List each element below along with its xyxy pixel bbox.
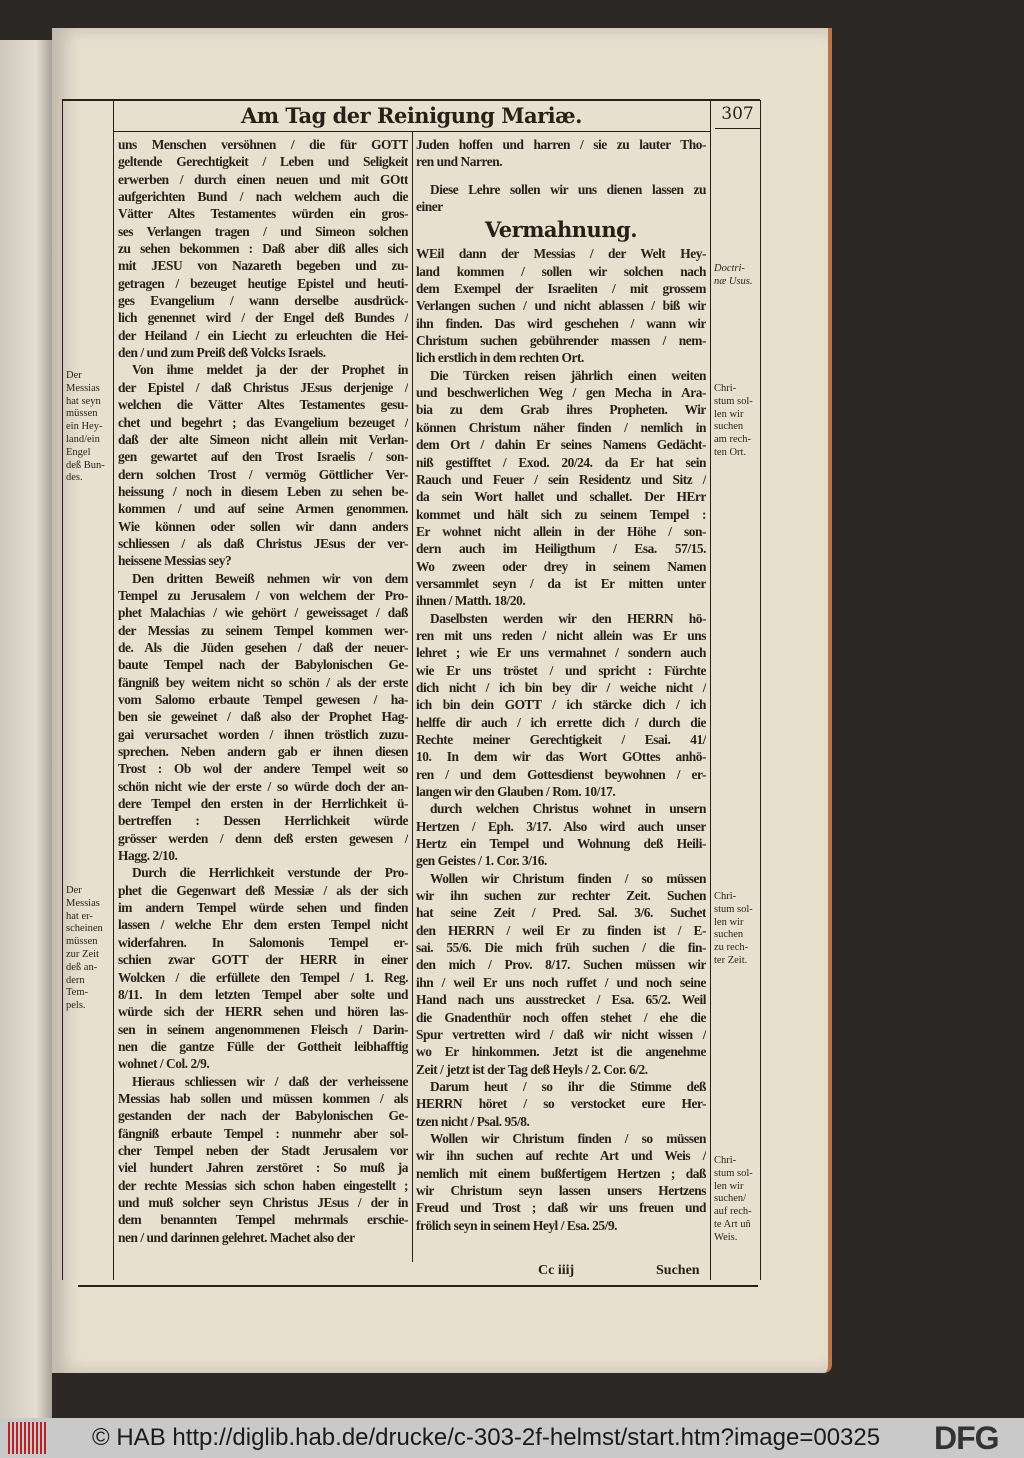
margin-note-line: len wir xyxy=(714,916,744,928)
margin-note-right xyxy=(714,383,753,460)
text-line: niß gestifftet / Exod. 20/24. da Er hat sein xyxy=(416,454,706,470)
text-line: HERRN höret / so verstocket eure Her- xyxy=(416,1096,706,1112)
text-line: 8/11. In dem letzten Tempel aber solte und xyxy=(118,986,408,1002)
margin-note-left xyxy=(66,885,103,1013)
margin-note-line: auf rech- xyxy=(714,1206,752,1218)
text-line: schien zwar GOTT der HERR in einer xyxy=(118,952,408,968)
text-line: gestanden der nach der Babylonischen Ge- xyxy=(118,1108,408,1124)
margin-note-line: Messias xyxy=(66,897,100,909)
text-line: und muß solcher seyn Christus JEsus / der in xyxy=(118,1194,408,1210)
text-line: lehret ; wie Er uns vermahnet / sondern auch xyxy=(416,645,706,661)
text-line: kommen / und auf seine Armen genommen. xyxy=(118,501,408,517)
text-line: ren und Narren. xyxy=(416,154,503,170)
margin-note-line: pels. xyxy=(66,1000,86,1012)
page-number: 307 xyxy=(721,104,754,124)
text-line: einer xyxy=(416,199,443,215)
text-line: Spur vertretten wird / daß wir nicht wissen / xyxy=(416,1026,706,1042)
margin-note-line: Chri- xyxy=(714,891,737,902)
catchword: Suchen xyxy=(656,1263,700,1278)
text-line: fängniß erbaute Tempel : nunmehr aber sol- xyxy=(118,1125,408,1141)
text-line: land kommen / sollen wir solchen nach xyxy=(416,263,706,279)
text-line: Darum heut / so ihr die Stimme deß xyxy=(430,1078,706,1094)
margin-note-line: scheinen xyxy=(66,923,103,935)
text-line: der rechte Messias sich schon haben eingestellt ; xyxy=(118,1177,408,1193)
text-line: Den dritten Beweiß nehmen wir von dem xyxy=(132,570,408,586)
text-line: Juden hoffen und harren / sie zu lauter Tho- xyxy=(416,137,706,152)
text-line: der Epistel / daß Christus JEsus derjenige / xyxy=(118,379,408,395)
text-line: ges Evangelium / wann derselbe ausdrück- xyxy=(118,293,408,309)
text-line: versammlet seyn / da ist Er mitten unter xyxy=(416,575,706,591)
text-line: aufgerichten Bund / nach welchem auch die xyxy=(118,189,408,205)
text-line: ihnen / Matth. 18/20. xyxy=(416,593,526,609)
text-line: WEil dann der Messias / der Welt Hey- xyxy=(416,246,706,262)
text-line: dich nicht / ich bin bey dir / weiche nicht / xyxy=(416,679,706,695)
text-line: Christum suchen gebührender massen / nem- xyxy=(416,333,706,349)
text-line: die Gnadenthür noch offen stehet / ehe die xyxy=(416,1009,706,1025)
text-line: viel hundert Jahren zerstöret : So muß ja xyxy=(118,1160,408,1176)
text-line: daß der alte Simeon nicht allein mit Verlan- xyxy=(118,431,408,447)
margin-note-line: ten Ort. xyxy=(714,446,747,458)
text-line: heissene Messias sey? xyxy=(118,553,232,569)
margin-note-line: dern xyxy=(66,974,85,986)
frame-col-left xyxy=(113,100,114,1280)
frame-right xyxy=(760,100,761,1280)
text-line: getragen / bezeuget heutige Epistel und heuti- xyxy=(118,275,408,291)
text-line: wie Er uns tröstet / und spricht : Fürchte xyxy=(416,662,706,678)
margin-note-line: næ Usus. xyxy=(714,275,753,287)
credit-link[interactable]: © HAB http://diglib.hab.de/drucke/c-303-2f-helmst/start.htm?image=00325 xyxy=(92,1424,881,1451)
margin-note-line: deß Bun- xyxy=(66,459,105,471)
text-line: Hertzen / Eph. 3/17. Also wird auch unser xyxy=(416,818,706,834)
text-line: wir ihn suchen auf rechte Art und Weis / xyxy=(416,1148,706,1164)
text-line: widerfahren. In Salomonis Tempel er- xyxy=(118,934,408,950)
margin-note-right xyxy=(714,263,753,289)
text-line: Wolcken / die erfüllete den Tempel / 1. Reg. xyxy=(118,969,408,985)
text-line: Vätter Altes Testamentes würden ein gros- xyxy=(118,206,408,222)
margin-note-line: Engel xyxy=(66,446,91,458)
text-line: wo Er hinkommen. Jetzt ist die angenehme xyxy=(416,1044,706,1060)
margin-note-right xyxy=(714,891,753,968)
section-heading: Vermahnung. xyxy=(484,217,638,243)
text-line: Hagg. 2/10. xyxy=(118,848,178,864)
text-line: lich genennet wird / der Engel deß Bundes / xyxy=(118,310,408,326)
margin-note-line: te Art uñ xyxy=(714,1218,751,1230)
margin-note-line: des. xyxy=(66,472,83,484)
text-line: phet Malachias / wie gehört / geweissaget / daß xyxy=(118,605,408,621)
text-line: den / und zum Preiß deß Volcks Israels. xyxy=(118,345,326,361)
text-line: Durch die Herrlichkeit verstunde der Pro- xyxy=(132,865,408,881)
text-line: fängniß bey weitem nicht so schön / als der erste xyxy=(118,674,408,690)
margin-note-line: Doctri- xyxy=(714,263,745,274)
margin-note-line: deß an- xyxy=(66,961,98,973)
text-line: ich bin dein GOTT / ich stärcke dich / ich xyxy=(416,697,706,713)
text-line: Wie können oder sollen wir dann anders xyxy=(118,518,408,534)
text-line: gen Geistes / 1. Cor. 3/16. xyxy=(416,853,547,869)
text-line: chet und begehrt ; das Evangelium bezeuget / xyxy=(118,414,408,430)
text-line: Von ihme meldet ja der der Prophet in xyxy=(132,362,408,378)
text-line: ren mit uns reden / nicht allein was Er uns xyxy=(416,627,706,643)
text-line: durch welchen Christus wohnet in unsern xyxy=(430,801,706,817)
dfg-logo: DFG xyxy=(934,1420,999,1456)
bottom-rule xyxy=(78,1285,758,1287)
running-title: Am Tag der Reinigung Mariæ. xyxy=(241,103,582,128)
text-line: nen / und darinnen gelehret. Machet also der xyxy=(118,1229,355,1245)
margin-note-line: Der xyxy=(66,370,82,381)
text-line: bia zu dem Grab ihres Propheten. Wir xyxy=(416,402,706,418)
margin-note-line: suchen/ xyxy=(714,1193,747,1205)
text-line: tzen nicht / Psal. 95/8. xyxy=(416,1113,530,1129)
text-line: Er wohnet nicht allein in der Höhe / son- xyxy=(416,523,706,539)
text-line: hat seine Zeit / Pred. Sal. 3/6. Suchet xyxy=(416,905,706,921)
text-line: ren / und dem Gottesdienst beywohnen / er- xyxy=(416,766,706,782)
text-line: dern auch im Heiligthum / Esa. 57/15. xyxy=(416,541,706,557)
text-line: vom Salomo erbaute Tempel gewesen / ha- xyxy=(118,692,408,707)
text-line: sen in seinem angenommenen Fleisch / Darin- xyxy=(118,1021,408,1037)
text-line: mit JESU von Nazareth begeben und zu- xyxy=(118,258,408,274)
margin-note-line: zu rech- xyxy=(714,942,749,954)
text-line: phet die Gegenwart deß Messiæ / als der sich xyxy=(118,882,408,898)
frame-left xyxy=(62,100,63,1280)
text-line: im andern Tempel würde sehen und finden xyxy=(118,900,408,916)
text-line: baute Tempel nach der Babylonischen Ge- xyxy=(118,657,408,673)
text-line: lich erstlich in dem rechten Ort. xyxy=(416,350,584,366)
text-line: dem benannten Tempel mehrmals erschie- xyxy=(118,1212,408,1228)
frame-col-right xyxy=(710,100,711,1280)
margin-note-line: len wir xyxy=(714,408,744,420)
text-line: Zeit / jetzt ist der Tag deß Heyls / 2. Cor. 6/2. xyxy=(416,1061,648,1077)
margin-note-line: müssen xyxy=(66,936,98,948)
text-line: lassen / welche Ehr dem ersten Tempel nicht xyxy=(118,917,408,933)
margin-note-line: suchen xyxy=(714,421,744,433)
text-line: langen wir den Glauben / Rom. 10/17. xyxy=(416,784,616,800)
margin-note-line: ein Hey- xyxy=(66,421,103,433)
margin-note-line: am rech- xyxy=(714,434,752,446)
signature-mark: Cc iiij xyxy=(538,1263,575,1278)
margin-note-line: Der xyxy=(66,885,82,896)
text-line: Die Türcken reisen jährlich einen weiten xyxy=(430,367,706,383)
text-line: können Christum näher finden / nemlich in xyxy=(416,419,706,435)
text-line: heissung / noch in diesem Leben zu sehen be- xyxy=(118,483,408,499)
margin-note-line: hat er- xyxy=(66,910,93,922)
text-line: Daselbsten werden wir den HERRN hö- xyxy=(430,610,706,626)
text-line: Tempel zu Jerusalem / von welchem der Pro- xyxy=(118,587,408,603)
margin-note-line: stum sol- xyxy=(714,1167,753,1179)
text-line: wir ihn suchen zur rechter Zeit. Suchen xyxy=(416,888,706,904)
text-line: nemlich mit einem bußfertigem Hertzen ; daß xyxy=(416,1165,706,1181)
text-line: und beschwerlichen Weg / gen Mecha in Ara- xyxy=(416,385,706,401)
text-line: helffe dir auch / ich errette dich / durch die xyxy=(416,714,706,730)
margin-note-line: Chri- xyxy=(714,1155,737,1166)
text-line: schliessen / als daß Christus JEsus der ver- xyxy=(118,535,408,551)
text-line: Diese Lehre sollen wir uns dienen lassen zu xyxy=(430,181,706,197)
text-line: nen die gantze Fülle der Gottheit leibhafftig xyxy=(118,1038,408,1054)
margin-note-left xyxy=(66,370,105,485)
text-line: den HERRN / weil Er zu finden ist / E- xyxy=(416,922,706,938)
margin-note-line: ter Zeit. xyxy=(714,954,748,966)
text-line: dern solchen Trost / vermög Göttlicher Ver- xyxy=(118,466,408,482)
margin-note-right xyxy=(714,1155,753,1245)
margin-note-line: müssen xyxy=(66,408,98,420)
text-line: erwerben / durch einen neuen und mit GOtt xyxy=(118,171,408,187)
text-line: 10. In dem wir das Wort GOttes anhö- xyxy=(416,749,706,765)
pagenum-rule xyxy=(715,128,760,129)
margin-note-line: hat seyn xyxy=(66,395,101,407)
text-line: kommet und hält sich zu seinem Tempel : xyxy=(416,506,706,522)
left-text-column xyxy=(118,136,408,1246)
margin-note-line: stum sol- xyxy=(714,903,753,915)
text-line: sprechen. Neben andern gab er ihnen diesen xyxy=(118,744,408,760)
text-line: ben sie geweinet / daß also der Prophet Hag- xyxy=(118,709,408,725)
text-line: der Heiland / ein Liecht zu erleuchten die Hei- xyxy=(118,327,408,343)
margin-note-line: len wir xyxy=(714,1180,744,1192)
text-line: schön nicht wie der erste / so würde doch der an- xyxy=(118,778,408,794)
text-line: Freud und Trost ; daß wir uns freuen und xyxy=(416,1200,706,1216)
text-line: dem Exempel der Israeliten / mit grossem xyxy=(416,281,706,297)
margin-note-line: Weis. xyxy=(714,1231,738,1243)
text-line: würde sich der HERR sehen und hören las- xyxy=(118,1004,408,1020)
margin-note-line: Messias xyxy=(66,382,100,394)
margin-note-line: land/ein xyxy=(66,433,100,445)
text-line: de. Als die Jüden gesehen / daß der neuer- xyxy=(118,639,408,655)
text-line: gai verursachet worden / ihnen tröstlich zuzu- xyxy=(118,726,408,742)
top-rule xyxy=(62,99,760,101)
frame-col-mid xyxy=(412,132,413,1262)
text-line: ihn / weil Er uns noch ruffet / und noch seine xyxy=(416,974,706,990)
text-line: Rechte meiner Gerechtigkeit / Esai. 41/ xyxy=(416,732,706,747)
hab-logo-icon xyxy=(8,1422,48,1454)
right-text-column xyxy=(416,136,706,1234)
text-line: gen gewartet auf den Trost Israelis / son- xyxy=(118,449,408,465)
text-line: ihn finden. Das wird geschehen / wann wir xyxy=(416,315,706,331)
text-line: Trost : Ob wol der andere Tempel weit so xyxy=(118,761,408,777)
text-line: sai. 55/6. Die mich früh suchen / die fin- xyxy=(416,940,706,956)
margin-note-line: Chri- xyxy=(714,383,737,394)
text-line: geltende Gerechtigkeit / Leben und Seligkeit xyxy=(118,154,408,170)
margin-note-line: zur Zeit xyxy=(66,948,99,960)
text-line: Wo zween oder drey in seinem Namen xyxy=(416,558,706,574)
text-line: Rauch und Feuer / sein Residentz und Sitz / xyxy=(416,471,706,487)
text-line: grösser werden / denn deß ersten gewesen / xyxy=(118,830,408,846)
text-line: ses Verlangen tragen / und Simeon solchen xyxy=(118,223,408,239)
text-line: Messias hab sollen und müssen kommen / als xyxy=(118,1090,408,1106)
text-line: den mich / Prov. 8/17. Suchen müssen wir xyxy=(416,957,706,973)
margin-note-line: Tem- xyxy=(66,987,89,999)
text-line: zu sehen bekommen : Daß aber diß alles sich xyxy=(118,241,408,257)
text-line: Hertz ein Tempel und Wohnung deß Heili- xyxy=(416,836,706,852)
text-line: dere Tempel den ersten in der Herrlichkeit ü- xyxy=(118,796,408,812)
text-line: Hand nach uns ausstrecket / Esa. 65/2. Weil xyxy=(416,992,706,1008)
text-line: da sein Wort hallet und schallet. Der HErr xyxy=(416,489,706,505)
text-line: welchen die Vätter Altes Testamentes gesu- xyxy=(118,397,408,413)
margin-note-line: suchen xyxy=(714,929,744,941)
text-line: wohnet / Col. 2/9. xyxy=(118,1056,210,1072)
text-line: Wollen wir Christum finden / so müssen xyxy=(430,1130,706,1146)
text-line: uns Menschen versöhnen / die für GOTT xyxy=(118,137,408,152)
text-line: frölich seyn in seinem Heyl / Esa. 25/9. xyxy=(416,1217,618,1233)
text-line: dem Ort / dahin Er seines Namens Gedächt- xyxy=(416,437,706,453)
text-line: Wollen wir Christum finden / so müssen xyxy=(430,870,706,886)
text-line: der Messias zu seinem Tempel kommen wer- xyxy=(118,622,408,638)
previous-page-edge xyxy=(0,40,52,1420)
text-line: wir Christum seyn lassen unsers Hertzens xyxy=(416,1182,706,1198)
text-line: Hieraus schliessen wir / daß der verheissene xyxy=(132,1073,408,1089)
text-line: cher Tempel neben der Stadt Jerusalem vor xyxy=(118,1142,408,1158)
text-line: bertreffen : Dessen Herrlichkeit würde xyxy=(118,813,408,829)
margin-note-line: stum sol- xyxy=(714,395,753,407)
text-line: Verlangen suchen / und nicht ablassen / biß wir xyxy=(416,298,706,314)
